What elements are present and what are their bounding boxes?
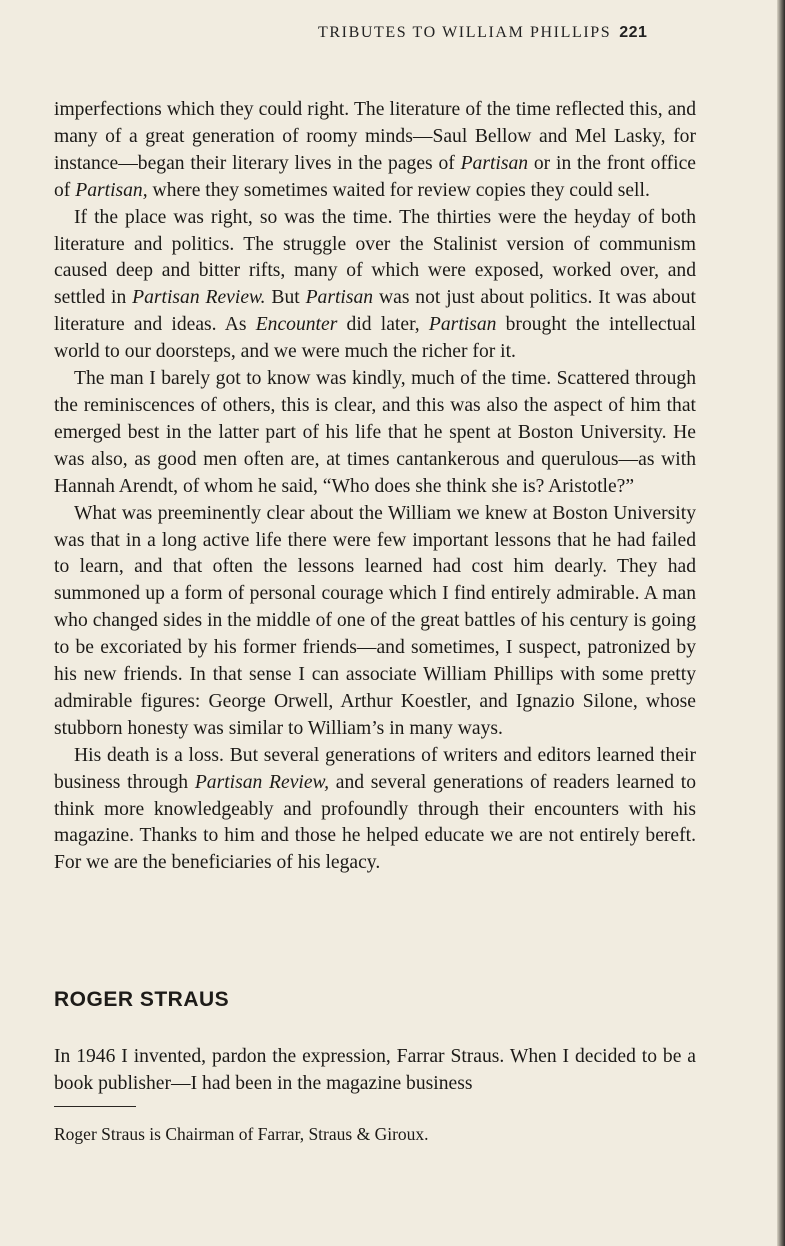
paragraph xyxy=(54,205,696,366)
text-run: was not just about politics. It was about literature and ideas. As xyxy=(54,287,696,336)
italic-title: Partisan Review, xyxy=(194,771,330,793)
paragraph xyxy=(54,366,696,501)
text-run: imperfections which they could right. The literature of the time reflected this, and many of a great generation of roomy minds—Saul Bellow and Mel Lasky, for instance—began their literary lives in the pages of xyxy=(54,99,696,174)
text-run: The man I barely got to know was kindly, much of the time. Scattered through the reminiscences of others, this is clear, and this was also the aspect of him that emerged best in the latter part of his life that he spent at Boston University. He was also, as good men often are, at times cantankerous and querulous—as with Hannah Arendt, of whom he said, “Who does she think she is? Aristotle?” xyxy=(54,368,696,497)
text-run: brought the intellectual world to our doorsteps, and we were much the richer for it. xyxy=(54,314,696,363)
text-run: But xyxy=(265,287,306,309)
page-edge-shadow xyxy=(777,0,785,1246)
paragraph xyxy=(54,501,696,743)
page-number: 221 xyxy=(619,24,648,41)
text-run: and several generations of readers learned to think more knowledgeably and profoundly through their encounters with his magazine. Thanks to him and those he helped educate we are not entirely bereft. For we are the beneficiaries of his legacy. xyxy=(54,771,696,874)
text-run: What was preeminently clear about the William we knew at Boston University was that in a long active life there were few important lessons that he had failed to learn, and that often the lessons learned had cost him dearly. They had summoned up a form of personal courage which I find entirely admirable. A man who changed sides in the middle of one of the great battles of his century is going to be excoriated by his former friends—and sometimes, I suspect, patronized by his new friends. In that sense I can associate William Phillips with some pretty admirable figures: George Orwell, Arthur Koestler, and Ignazio Silone, whose stubborn honesty was similar to William’s in many ways. xyxy=(54,502,696,739)
text-run: where they sometimes waited for review copies they could sell. xyxy=(147,179,650,201)
italic-title: Encounter xyxy=(255,314,338,336)
italic-title: Partisan xyxy=(460,152,529,174)
italic-title: Partisan xyxy=(305,287,374,309)
body-text xyxy=(54,97,696,877)
section-opening-paragraph: In 1946 I invented, pardon the expression, Farrar Straus. When I decided to be a book publisher—I had been in the magazine business xyxy=(54,1046,696,1094)
text-run: did later, xyxy=(337,314,429,336)
running-head-title: TRIBUTES TO WILLIAM PHILLIPS xyxy=(318,24,612,41)
italic-title: Partisan, xyxy=(75,179,148,201)
running-head xyxy=(318,24,698,42)
italic-title: Partisan Review. xyxy=(132,287,266,309)
text-run: If the place was right, so was the time. The thirties were the heyday of both literature and politics. The struggle over the Stalinist version of communism caused deep and bitter rifts, many of which were exposed, worked over, and settled in xyxy=(54,206,696,309)
footnote-rule xyxy=(54,1106,136,1107)
paragraph xyxy=(54,743,696,878)
text-run: or in the front office of xyxy=(54,152,696,201)
text-run: His death is a loss. But several generations of writers and editors learned their business through xyxy=(54,744,696,793)
italic-title: Partisan xyxy=(428,314,497,336)
footnote: Roger Straus is Chairman of Farrar, Straus & Giroux. xyxy=(54,1124,429,1144)
section-heading: ROGER STRAUS xyxy=(54,988,230,1011)
paragraph xyxy=(54,97,696,205)
